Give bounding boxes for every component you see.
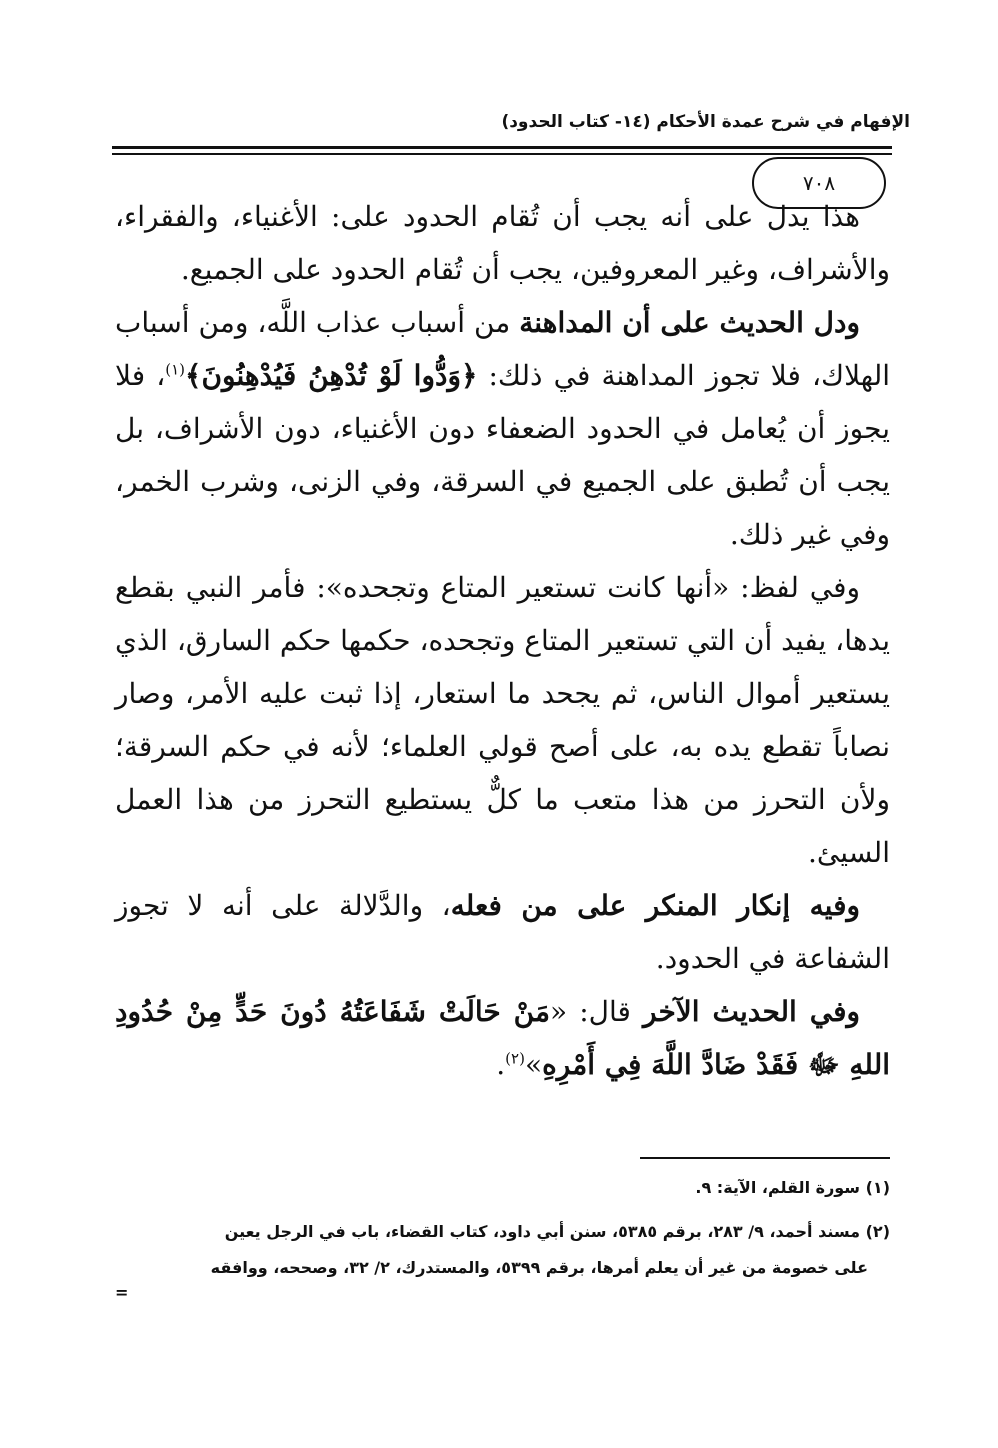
paragraph-5: [115, 985, 890, 1091]
p5-end: .: [496, 1048, 506, 1081]
paragraph-3: وفي لفظ: «أنها كانت تستعير المتاع وتجحده»: فأمر النبي بقطع يدها، يفيد أن التي تستعير المتاع وتجحده، حكمها حكم السارق، الذي يستعير أموال الناس، ثم يجحد ما استعار، إذا ثبت عليه الأمر، وصار نصاباً تقطع يده به، على أصح قولي العلماء؛ لأنه في حكم السرقة؛ ولأن التحرز من هذا متعب ما كلٌّ يستطيع التحرز من هذا العمل السيئ.: [115, 571, 890, 869]
header-rule-thin: [112, 153, 892, 155]
p2-heading: ودل الحديث على أن المداهنة: [519, 306, 860, 339]
footnote-ref-1: (١): [165, 360, 186, 379]
p2-text-b: ، فلا يجوز أن يُعامل في الحدود الضعفاء دون الأغنياء، دون الأشراف، بل يجب أن تُطبق على الجميع في السرقة، وفي الزنى، وشرب الخمر، وفي غير ذلك.: [115, 359, 890, 551]
quran-verse: ﴿وَدُّوا لَوْ تُدْهِنُ فَيُدْهِنُونَ﴾: [185, 359, 478, 392]
running-header-title: الإفهام في شرح عمدة الأحكام (١٤- كتاب الحدود): [501, 112, 910, 132]
body-text: [115, 190, 890, 1091]
paragraph-1: هذا يدل على أنه يجب أن تُقام الحدود على: الأغنياء، والفقراء، والأشراف، وغير المعروفين، يجب أن تُقام الحدود على الجميع.: [115, 200, 890, 286]
continuation-mark: =: [115, 1283, 129, 1302]
p5-close-quote: »: [524, 1048, 543, 1081]
p5-heading: وفي الحديث الآخر: [643, 995, 861, 1028]
p4-heading: وفيه إنكار المنكر على من فعله: [450, 889, 860, 922]
p2-text-a: من أسباب عذاب اللَّه، ومن أسباب الهلاك، فلا تجوز المداهنة في ذلك:: [115, 306, 891, 392]
p5-text-a: قال: «: [550, 995, 644, 1028]
footnotes: [115, 1170, 890, 1300]
footnote-separator: [640, 1157, 890, 1159]
p4-text: ، والدَّلالة على أنه لا تجوز الشفاعة في الحدود.: [115, 889, 890, 975]
footnote-2-line-1: (٢) مسند أحمد، ٩/ ٢٨٣، برقم ٥٣٨٥، سنن أبي داود، كتاب القضاء، باب في الرجل يعين: [224, 1222, 890, 1241]
footnote-2-line-2: على خصومة من غير أن يعلم أمرها، برقم ٥٣٩٩، والمستدرك، ٢/ ٣٢، وصححه، ووافقه: [210, 1258, 868, 1277]
hadith-text: مَنْ حَالَتْ شَفَاعَتُهُ دُونَ حَدٍّ مِنْ حُدُودِ اللهِ ﷻ فَقَدْ ضَادَّ اللَّهَ فِي أَمْرِهِ: [115, 995, 890, 1081]
header-rule-thick: [112, 146, 892, 149]
page-number: ٧٠٨: [802, 171, 836, 195]
footnote-1: (١) سورة القلم، الآية: ٩.: [695, 1178, 890, 1197]
footnote-ref-2: (٢): [505, 1049, 525, 1068]
paragraph-4: [115, 879, 890, 985]
paragraph-2: [115, 296, 890, 561]
